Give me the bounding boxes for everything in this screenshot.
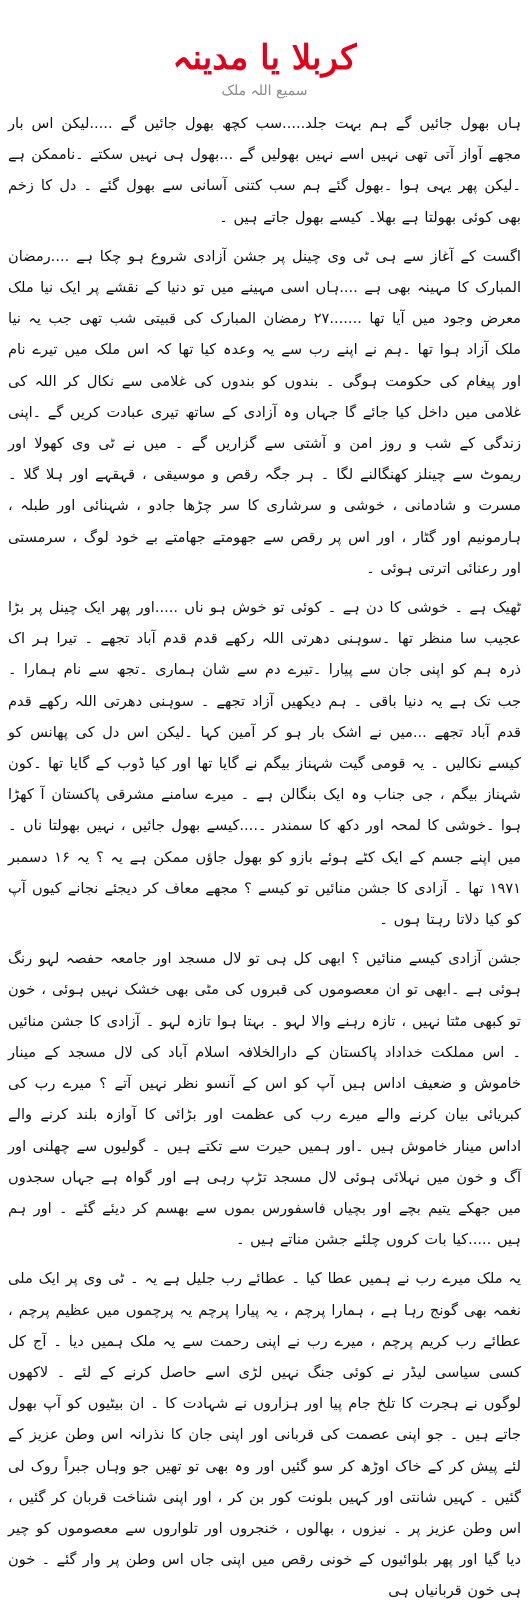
paragraph-1: ہاں بھول جائیں گے ہم بہت جلد.....سب کچھ بھول جائیں گے .....لیکن اس بار مجھے آواز آتی تھی نہیں اسے نہیں بھولیں گے ...بھول ہی نہیں سکتے ۔ناممکن ہے ۔لیکن پھر یہی ہوا ۔بھول گئے ہم سب کتنی آسانی سے بھول گئے ۔ دل کا زخم بھی کوئی بھولتا ہے بھلا۔ کیسے بھول جاتے ہیں ۔	[8, 115, 521, 226]
paragraph-2: اگست کے آغاز سے ہی ٹی وی چینل پر جشن آزادی شروع ہو چکا ہے ....رمضان المبارک کا مہینہ بھی ہے ....ہاں اسی مہینے میں تو دنیا کے نقشے پر ایک نیا ملک معرض وجود میں آیا تھا .......۲۷ رمضان المبارک کی قبیتی شب تھی جب یہ نیا ملک آزاد ہوا تھا ۔ہم نے اپنے رب سے یہ وعدہ کیا تھا کہ اس ملک میں تیرے نام اور پیغام کی حکومت ہوگی ۔ بندوں کو بندوں کی غلامی سے نکال کر اللہ کی غلامی میں داخل کیا جائے گا جہاں وہ آزادی کے ساتھ تیری عبادت کریں گے ۔اپنی زندگی کے شب و روز امن و آشتی سے گزاریں گے ۔ میں نے ٹی وی کھولا اور ریموٹ سے چینلز کھنگالنے لگا ۔ ہر جگہ رقص و موسیقی ، قہقہے اور ہلا گلا ۔ مسرت و شادمانی ، خوشی و سرشاری کا سر چڑھا جادو ، شہنائی اور طبلہ ، ہارمونیم اور گٹار ، اور اس پر رقص سے جھومتے جھامتے بے خود لوگ ، سرمستی اور رعنائی اترتی ہوئی ۔	[8, 247, 521, 577]
article-title: کربلا یا مدینہ	[172, 38, 357, 78]
paragraph-5: یہ ملک میرے رب نے ہمیں عطا کیا ۔ عطائے رب جلیل ہے یہ ۔ ٹی وی پر ایک ملی نغمہ بھی گونج رہا ہے ، ہمارا پرچم ، یہ پیارا پرچم یہ پرچموں میں عظیم پرچم ، عطائے رب کریم پرچم ، میرے رب نے اپنی رحمت سے یہ ملک ہمیں دیا ۔ آج کل کسی سیاسی لیڈر نے کوئی جنگ نہیں لڑی اسے حاصل کرنے کے لئے ۔ لاکھوں لوگوں نے ہجرت کا تلخ جام پیا اور ہزاروں نے شہادت کا ۔ ان بیٹیوں کو آپ بھول جاتے ہیں ۔ جو اپنی عصمت کی قربانی اور اپنی جان کا نذرانہ اس وطن عزیز کے لئے پیش کر کے خاک اوڑھ کر سو گئیں اور وہ بھی تو تھیں جو وہاں جبراً روک لی گئیں ۔ کہیں شانتی اور کہیں بلونت کور بن کر ، اور اپنی شناخت قربان کر گئیں ، اس وطن عزیز پر ۔ نیزوں ، بھالوں ، خنجروں اور تلواروں سے معصوموں کو چیر دیا گیا اور پھر بلوائیوں کے خونی رقص میں اپنی جاں اس وطن پر وار گئے ۔ خون ہی خون قربانیاں ہی	[8, 1270, 521, 1600]
paragraph-3: ٹھیک ہے ۔ خوشی کا دن ہے ۔ کوئی تو خوش ہو ناں .....اور پھر ایک چینل پر بڑا عجیب سا منظر تھا ۔سوہنی دھرتی اللہ رکھے قدم قدم آباد تجھے ۔ تیرا ہر اک ذرہ ہم کو اپنی جان سے پیارا ۔تیرے دم سے شان ہماری ۔تجھ سے نام ہمارا ۔ جب تک ہے یہ دنیا باقی ۔ ہم دیکھیں آزاد تجھے ۔ سوہنی دھرتی اللہ رکھے قدم قدم آباد تجھے ...میں نے اشک بار ہو کر آمین کہا ۔لیکن اس دل کی پھانس کو کیسے نکالیں ۔ یہ قومی گیت شہناز بیگم نے گایا تھا اور کیا ڈوب کے گایا تھا ۔کون شہناز بیگم ، جی جناب وہ ایک بنگالن ہے ۔ میرے سامنے مشرقی پاکستان آ کھڑا ہوا ۔خوشی کا لمحہ اور دکھ کا سمندر ۔....کیسے بھول جائیں ، نہیں بھولتا ناں ۔ میں اپنے جسم کے ایک کٹے ہوئے بازو کو بھول جاؤں ممکن ہے یہ ؟ یہ ۱۶ دسمبر ۱۹۷۱ تھا ۔ آزادی کا جشن منائیں تو کیسے ؟ مجھے معاف کر دیجئے نجانے کیوں آپ کو کیا دلاتا رہتا ہوں ۔	[8, 599, 521, 929]
author-byline: سمیع اللہ ملک	[221, 83, 308, 99]
paragraph-4: جشن آزادی کیسے منائیں ؟ ابھی کل ہی تو لال مسجد اور جامعہ حفصہ لہو رنگ ہوئی ہے ۔ابھی تو ان معصوموں کی قبروں کی مٹی بھی خشک نہیں ہوئی ، خون تو کبھی مٹتا نہیں ، تازہ رہنے والا لہو ۔ بہتا ہوا تازہ لہو ۔ آزادی کا جشن منائیں ۔ اس مملکت خداداد پاکستان کے دارالخلافہ اسلام آباد کی لال مسجد کے مینار خاموش و ضعیف اداس ہیں آپ کو اس کے آنسو نظر نہیں آتے ؟ میرے رب کی کبریائی بیان کرنے والے میرے رب کی عظمت اور بڑائی کا آوازہ بلند کرنے والے اداس مینار خاموش ہیں ۔اور ہمیں حیرت سے تکتے ہیں ۔ گولیوں سے چھلنی اور آگ و خون میں نہلائی ہوئی لال مسجد تڑپ رہی ہے اور گواہ ہے جہاں سجدوں میں جھکے یتیم بچے اور بچیاں فاسفورس بموں سے بھسم کر دیئے گئے ۔ اور ہم ہیں .....کیا بات کروں چلئے جشن مناتے ہیں ۔	[8, 950, 521, 1249]
